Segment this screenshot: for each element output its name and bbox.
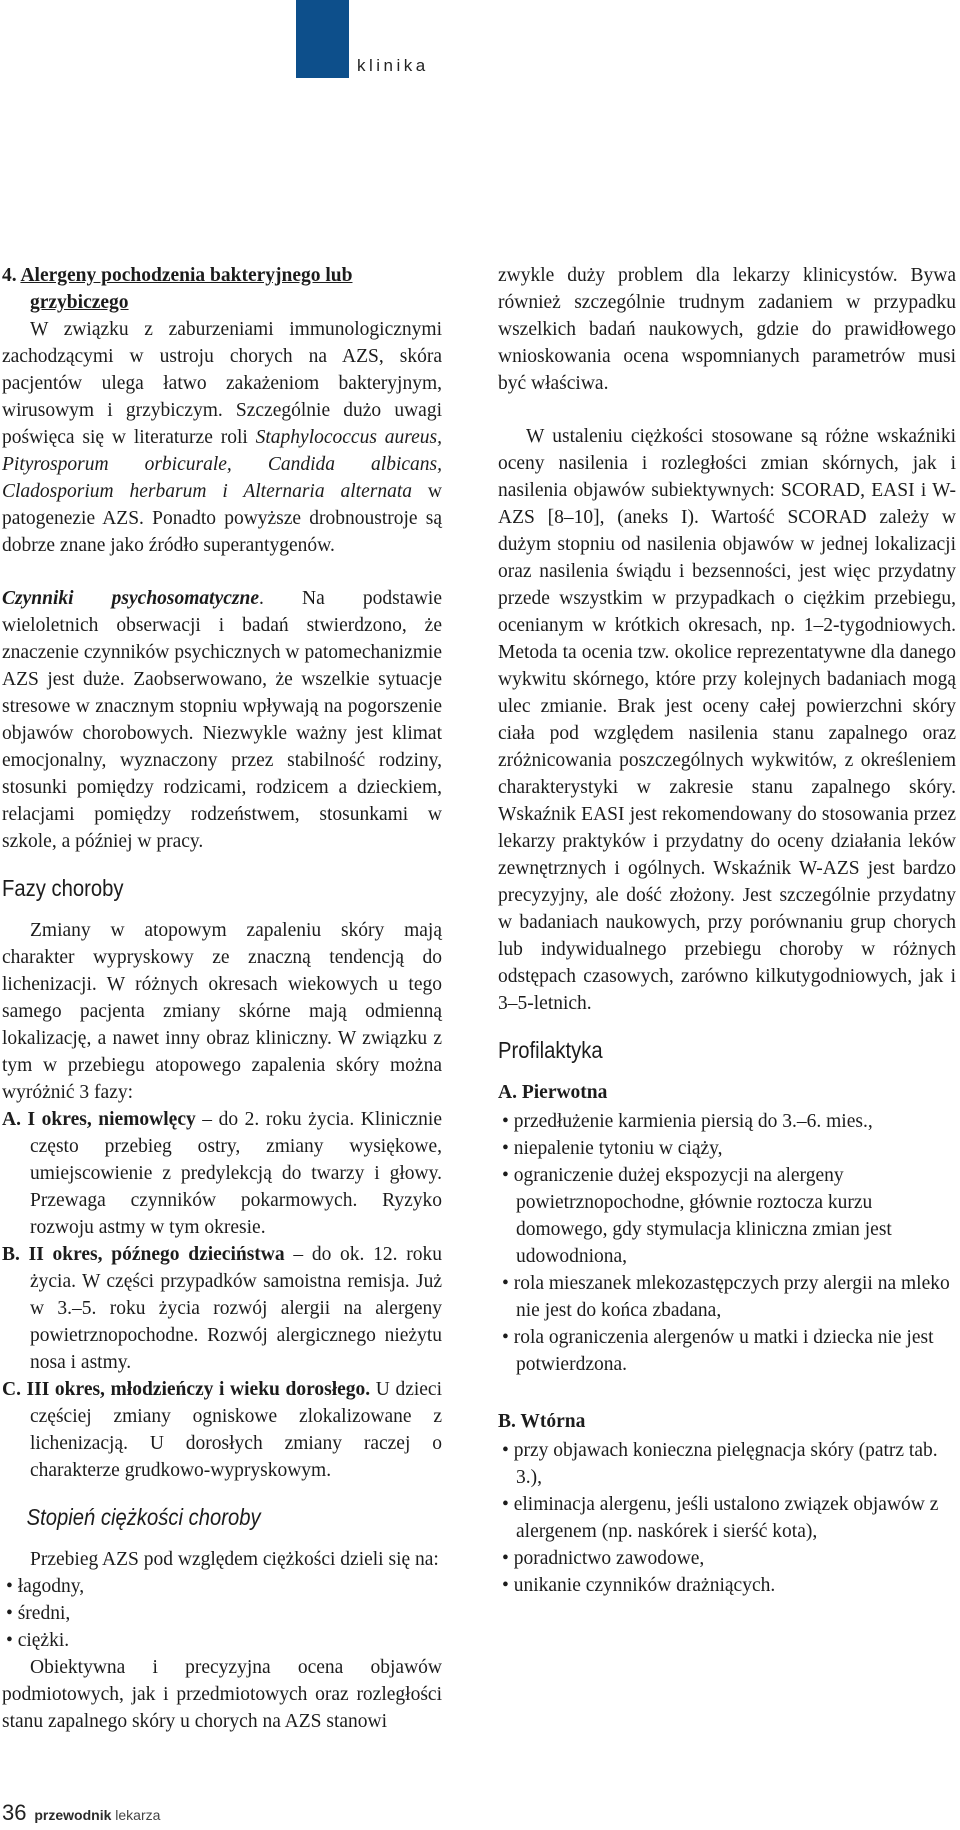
list-item: • eliminacja alergenu, jeśli ustalono związek objawów z alergenem (np. naskórek i sierść kota), (498, 1491, 956, 1545)
page-footer (2, 1800, 160, 1826)
left-column (2, 262, 442, 1735)
publication-name-light: lekarza (115, 1807, 161, 1823)
list-item: • ciężki. (2, 1627, 442, 1654)
phase-a-text: – do 2. roku życia. Klinicznie często przebieg ostry, zmiany wysiękowe, umiejscowienie z predylekcją do twarzy i głowy. Przewaga czynników pokarmowych. Ryzyko rozwoju astmy w tym okresie. (30, 1109, 442, 1238)
phase-c-text: U dzieci częściej zmiany ogniskowe zlokalizowane z lichenizacją. U dorosłych zmiany raczej o charakterze grudkowo-wypryskowym. (30, 1379, 442, 1481)
subheading-pierwotna: A. Pierwotna (498, 1082, 608, 1103)
list-item: • ograniczenie dużej ekspozycji na alergeny powietrznopochodne, głównie roztocza kurzu domowego, gdy stymulacja kliniczna zmian jest udowodniona, (498, 1162, 956, 1270)
paragraph-ustalenie: W ustaleniu ciężkości stosowane są różne wskaźniki oceny nasilenia i rozległości zmian skórnych, jak i nasilenia objawów subiektywnych: SCORAD, EASI i W-AZS [8–10], (aneks I). Wartość SCORAD zależy w dużym stopniu od nasilenia objawów w jednej lokalizacji oraz nasilenia świądu i bezsenności, jest więc przydatny przede wszystkim w przypadkach o ciężkim przebiegu, ocenianym w krótkich okresach, np. 1–2-tygodniowych. Metoda ta ocenia tzw. okolice reprezentatywne dla danego wykwitu skórnego, które przy kolejnych badaniach mogą ulec zmianie. Brak jest oceny całej powierzchni skóry ciała pod względem nasilenia stanu zapalnego oraz zróżnicowania poszczególnych wykwitów, z określeniem charakterystyki w zakresie stanu zapalnego skóry. Wskaźnik EASI jest rekomendowany do stosowania przez lekarzy praktyków i przydatny do oceny działania leków zewnętrznych i ogólnych. Wskaźnik W-AZS jest bardzo precyzyjny, ale dość złożony. Jest szczególnie przydatny w badaniach naukowych, przy porównaniu grup chorych lub indywidualnego przebiegu choroby w różnych odstępach czasowych, zarówno kilkutygodniowych, jak i 3–5-letnich. (498, 426, 956, 1014)
phase-b-label: B. II okres, późnego dzieciństwa (2, 1244, 285, 1265)
runin-heading: Czynniki psychosomatyczne (2, 588, 259, 609)
paragraph-continued: zwykle duży problem dla lekarzy klinicystów. Bywa również szczególnie trudnym zadaniem w przypadku wszelkich badań naukowych, gdzie do prawidłowego wnioskowania ocena wspomnianych parametrów musi być właściwa. (498, 265, 956, 394)
subsection-heading-4 (2, 262, 442, 316)
phase-b (2, 1241, 442, 1376)
publication-name-bold: przewodnik (34, 1807, 112, 1823)
right-column (498, 262, 956, 1599)
page-number: 36 (2, 1800, 27, 1825)
subheading-wtorna: B. Wtórna (498, 1411, 586, 1432)
primary-prevention-list (498, 1108, 956, 1378)
phase-c (2, 1376, 442, 1484)
paragraph-fazy: Zmiany w atopowym zapaleniu skóry mają charakter wypryskowy ze znaczną tendencją do lichenizacji. W różnych okresach wiekowych u tego samego pacjenta zmiany skórne mają odmienną lokalizację, a nawet inny obraz kliniczny. W związku z tym w przebiegu atopowego zapalenia skóry można wyróżnić 3 fazy: (2, 920, 442, 1103)
section-heading-fazy: Fazy choroby (2, 875, 124, 901)
paragraph-allergens (2, 316, 442, 559)
list-item: • średni, (2, 1600, 442, 1627)
paragraph-text: . Na podstawie wieloletnich obserwacji i badań stwierdzono, że znaczenie czynników psychicznych w patomechanizmie AZS jest duże. Zaobserwowano, że wszelkie sytuacje stresowe w znacznym stopniu wpływają na pogorszenie objawów chorobowych. Niezwykle ważny jest klimat emocjonalny, wyznaczony przez stabilność rodziny, stosunki pomiędzy rodzicami, rodzicem a dzieckiem, relacjami pomiędzy rodzeństwem, stosunkami w szkole, a później w pracy. (2, 588, 442, 852)
secondary-prevention-list (498, 1437, 956, 1599)
section-heading-stopien: Stopień ciężkości choroby (26, 1504, 261, 1530)
phase-b-text: – do ok. 12. roku życia. W części przypadków samoistna remisja. Już w 3.–5. roku życia rozwój alergii na alergeny powietrznopochodne. Rozwój alergicznego nieżytu nosa i astmy. (30, 1244, 443, 1373)
list-item: • niepalenie tytoniu w ciąży, (498, 1135, 956, 1162)
paragraph-text: W związku z zaburzeniami immunologicznymi zachodzącymi w ustroju chorych na AZS, skóra pacjentów ulega łatwo zakażeniom bakteryjnym, wirusowym i grzybiczym. Szczególnie dużo uwagi poświęca się w literaturze roli (2, 319, 442, 448)
list-item: • poradnictwo zawodowe, (498, 1545, 956, 1572)
severity-list (2, 1573, 442, 1654)
phase-a-label: A. I okres, niemowlęcy (2, 1109, 196, 1130)
list-item: • łagodny, (2, 1573, 442, 1600)
phase-a (2, 1106, 442, 1241)
paragraph-text-end: w patogenezie AZS. Ponadto powyższe drobnoustroje są dobrze znane jako źródło superantygenów. (2, 481, 442, 556)
list-item: • przy objawach konieczna pielęgnacja skóry (patrz tab. 3.), (498, 1437, 956, 1491)
paragraph-italic-species: Staphylococcus aureus, Pityrosporum orbicurale, Candida albicans, Cladosporium herbarum i Alternaria alternata (2, 427, 442, 502)
list-item: • unikanie czynników drażniących. (498, 1572, 956, 1599)
header-color-block (296, 0, 349, 78)
phase-c-label: C. III okres, młodzieńczy i wieku dorosłego. (2, 1379, 371, 1400)
section-heading-profilaktyka: Profilaktyka (498, 1037, 603, 1063)
subsection-number: 4. (2, 265, 17, 286)
list-item: • rola mieszanek mlekozastępczych przy alergii na mleko nie jest do końca zbadana, (498, 1270, 956, 1324)
section-label: klinika (357, 56, 429, 75)
subsection-title: Alergeny pochodzenia bakteryjnego lub grzybiczego (20, 265, 353, 313)
paragraph-psychosomatic (2, 585, 442, 855)
paragraph-ocena: Obiektywna i precyzyjna ocena objawów podmiotowych, jak i przedmiotowych oraz rozległości stanu zapalnego skóry u chorych na AZS stanowi (2, 1657, 442, 1732)
paragraph-stopien: Przebieg AZS pod względem ciężkości dzieli się na: (30, 1549, 439, 1570)
list-item: • rola ograniczenia alergenów u matki i dziecka nie jest potwierdzona. (498, 1324, 956, 1378)
list-item: • przedłużenie karmienia piersią do 3.–6. mies., (498, 1108, 956, 1135)
